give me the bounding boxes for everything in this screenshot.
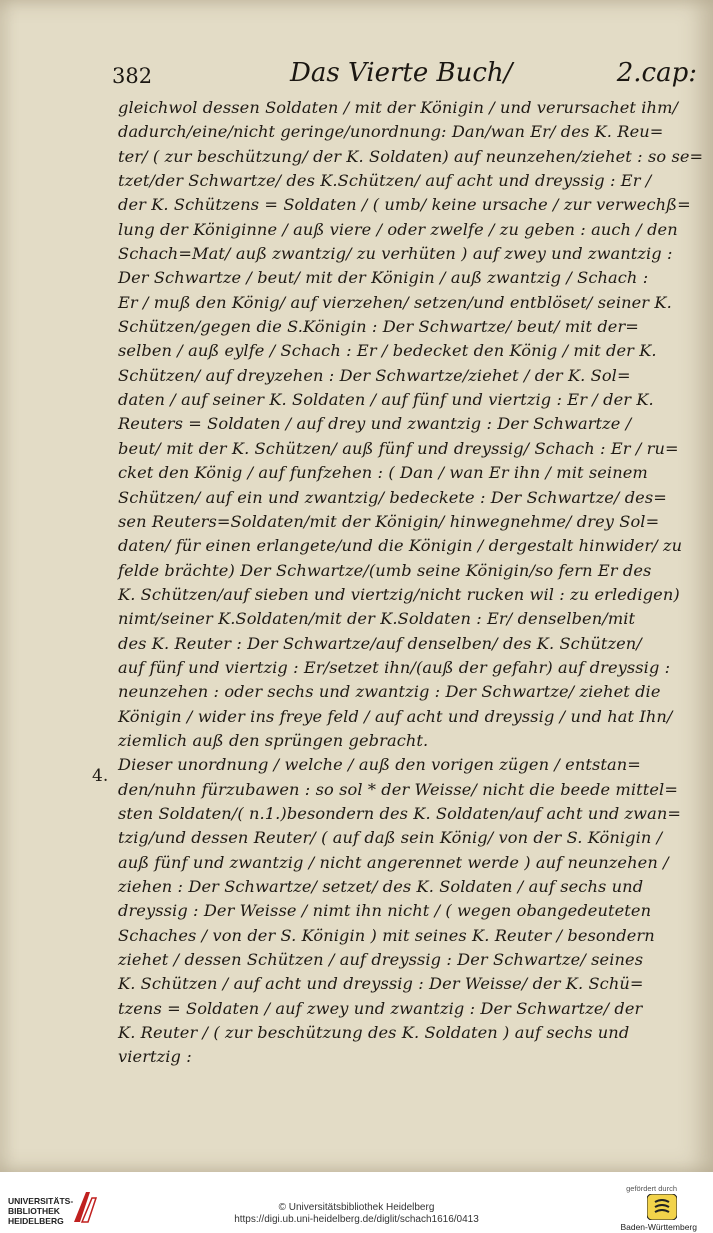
text-line: Schützen/gegen die S.Königin : Der Schwartze/ beut/ mit der= bbox=[118, 317, 639, 337]
text-line: daten / auf seiner K. Soldaten / auf fünf und viertzig : Er / der K. bbox=[118, 390, 654, 410]
text-line: dadurch/eine/nicht geringe/unordnung: Dan/wan Er/ des K. Reu= bbox=[118, 122, 664, 142]
text-line: dreyssig : Der Weisse / nimt ihn nicht / ( wegen obangedeuteten bbox=[118, 901, 652, 921]
text-line: sten Soldaten/( n.1.)besondern des K. Soldaten/auf acht und zwan= bbox=[118, 803, 682, 823]
text-line: tzens = Soldaten / auf zwey und zwantzig : Der Schwartze/ der bbox=[118, 998, 643, 1018]
text-line: des K. Reuter : Der Schwartze/auf denselben/ des K. Schützen/ bbox=[118, 633, 642, 653]
text-line: viertzig : bbox=[118, 1047, 192, 1067]
text-line: sen Reuters=Soldaten/mit der Königin/ hinwegnehme/ drey Sol= bbox=[118, 511, 660, 531]
body-text bbox=[118, 96, 704, 1070]
text-line: ter/ ( zur beschützung/ der K. Soldaten) auf neunzehen/ziehet : so se= bbox=[118, 146, 704, 166]
text-line: neunzehen : oder sechs und zwantzig : Der Schwartze/ ziehet die bbox=[118, 682, 661, 702]
text-line: den/nuhn fürzubawen : so sol * der Weisse/ nicht die beede mittel= bbox=[118, 779, 678, 799]
text-line: K. Reuter / ( zur beschützung des K. Soldaten ) auf sechs und bbox=[118, 1023, 630, 1043]
text-line: Der Schwartze / beut/ mit der Königin / auß zwantzig / Schach : bbox=[118, 268, 649, 288]
text-line: Schach=Mat/ auß zwantzig/ zu verhüten ) auf zwey und zwantzig : bbox=[118, 244, 673, 264]
sponsor-label: gefördert durch bbox=[626, 1184, 677, 1193]
text-line: nimt/seiner K.Soldaten/mit der K.Soldaten : Er/ denselben/mit bbox=[118, 609, 636, 629]
text-line: Schützen/ auf ein und zwantzig/ bedeckete : Der Schwartze/ des= bbox=[118, 487, 667, 507]
running-header bbox=[112, 56, 705, 92]
text-line: ziemlich auß den sprüngen gebracht. bbox=[118, 730, 429, 750]
text-line: Reuters = Soldaten / auf drey und zwantzig : Der Schwartze / bbox=[118, 414, 632, 434]
text-line: ziehet / dessen Schützen / auf dreyssig : Der Schwartze/ seines bbox=[118, 950, 644, 970]
book-title: Das Vierte Buch/ bbox=[290, 58, 513, 88]
library-name-line: BIBLIOTHEK bbox=[8, 1206, 60, 1216]
state-coat-of-arms-icon bbox=[647, 1194, 677, 1220]
copyright-text: © Universitätsbibliothek Heidelberg bbox=[278, 1202, 435, 1213]
text-line: K. Schützen / auf acht und dreyssig : Der Weisse/ der K. Schü= bbox=[118, 974, 644, 994]
text-line: Dieser unordnung / welche / auß den vorigen zügen / entstan= bbox=[118, 755, 641, 775]
library-name-line: HEIDELBERG bbox=[8, 1216, 64, 1226]
permalink[interactable]: https://digi.ub.uni-heidelberg.de/diglit/schach1616/0413 bbox=[234, 1214, 479, 1225]
sponsor-name: Baden-Württemberg bbox=[620, 1222, 697, 1232]
viewer-footer bbox=[0, 1172, 713, 1233]
text-line: der K. Schützens = Soldaten / ( umb/ keine ursache / zur verwechß= bbox=[118, 195, 691, 215]
text-line: tzet/der Schwartze/ des K.Schützen/ auf acht und dreyssig : Er / bbox=[118, 171, 652, 191]
text-line: Schützen/ auf dreyzehen : Der Schwartze/ziehet / der K. Sol= bbox=[118, 365, 631, 385]
text-line: lung der Königinne / auß viere / oder zwelfe / zu geben : auch / den bbox=[118, 219, 678, 239]
text-line: cket den König / auf funfzehen : ( Dan / wan Er ihn / mit seinem bbox=[118, 463, 648, 483]
page-number: 382 bbox=[112, 64, 153, 88]
margin-note: 4. bbox=[92, 766, 109, 786]
text-line: daten/ für einen erlangete/und die Königin / dergestalt hinwider/ zu bbox=[118, 536, 683, 556]
text-line: Königin / wider ins freye feld / auf acht und dreyssig / und hat Ihn/ bbox=[118, 706, 673, 726]
text-line: felde brächte) Der Schwartze/(umb seine Königin/so fern Er des bbox=[118, 560, 652, 580]
text-line: gleichwol dessen Soldaten / mit der Königin / und verursachet ihm/ bbox=[118, 98, 679, 117]
text-line: Er / muß den König/ auf vierzehen/ setzen/und entblöset/ seiner K. bbox=[118, 292, 672, 312]
copyright-block bbox=[0, 1202, 713, 1226]
text-line: tzig/und dessen Reuter/ ( auf daß sein König/ von der S. Königin / bbox=[118, 828, 663, 848]
text-line: ziehen : Der Schwartze/ setzet/ des K. Soldaten / auf sechs und bbox=[118, 877, 644, 896]
text-line: K. Schützen/auf sieben und viertzig/nicht rucken wil : zu erledigen) bbox=[118, 584, 680, 604]
text-line: beut/ mit der K. Schützen/ auß fünf und dreyssig/ Schach : Er / ru= bbox=[118, 438, 679, 458]
library-name-line: UNIVERSITÄTS- bbox=[8, 1196, 74, 1206]
chapter-label: 2.cap: bbox=[616, 58, 697, 88]
text-line: auf fünf und viertzig : Er/setzet ihn/(auß der gefahr) auf dreyssig : bbox=[118, 657, 671, 677]
text-line: Schaches / von der S. Königin ) mit seines K. Reuter / besondern bbox=[118, 925, 655, 945]
text-line: selben / auß eylfe / Schach : Er / bedecket den König / mit der K. bbox=[118, 341, 657, 361]
text-line: auß fünf und zwantzig / nicht angerennet werde ) auf neunzehen / bbox=[118, 852, 669, 872]
